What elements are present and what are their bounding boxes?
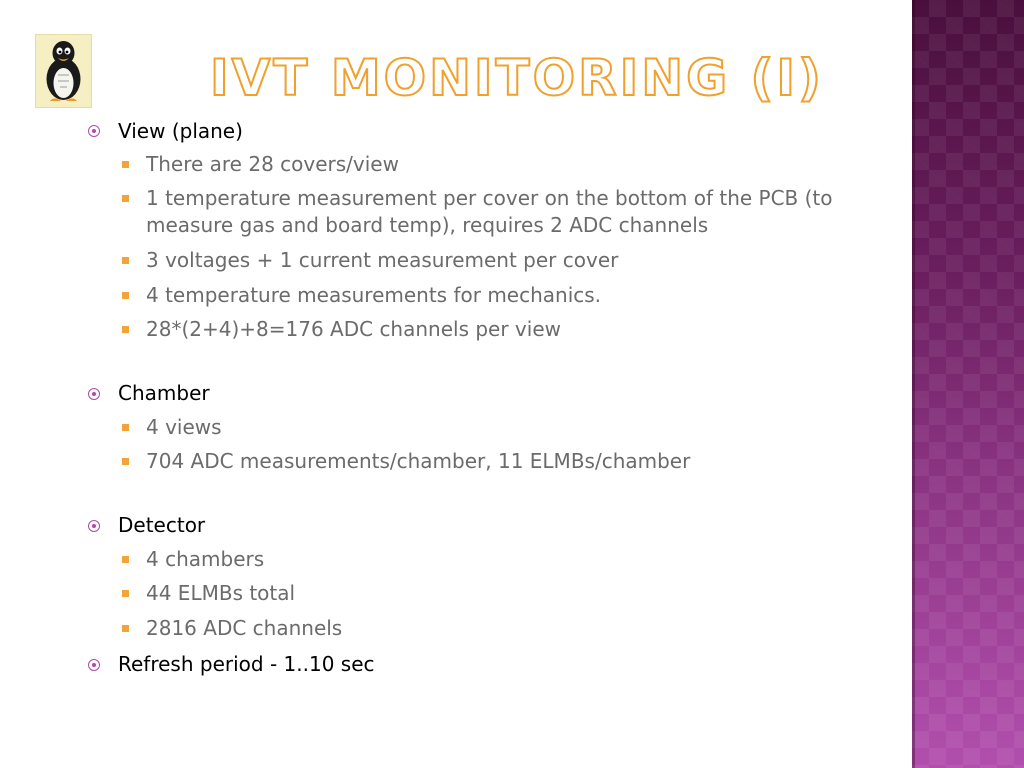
side-band-edge [912,0,915,768]
penguin-logo-icon [35,34,92,108]
list-item: 4 views [146,415,222,439]
diamond-pattern [912,0,1024,768]
list-item: 28*(2+4)+8=176 ADC channels per view [146,317,561,341]
list-item: 704 ADC measurements/chamber, 11 ELMBs/chamber [146,449,691,473]
level2-bullet-icon [122,292,129,299]
level1-bullet-icon [88,659,100,671]
list-item: 3 voltages + 1 current measurement per cover [146,248,619,272]
level1-bullet-icon [88,125,100,137]
section-heading-detector: Detector [118,513,206,537]
level2-bullet-icon [122,424,129,431]
section-heading-refresh: Refresh period - 1..10 sec [118,652,375,676]
list-item: 4 chambers [146,547,265,571]
list-item: 44 ELMBs total [146,581,296,605]
list-item: 1 temperature measurement per cover on the bottom of the PCB (to measure gas and board temp), requires 2 ADC channels [146,186,833,237]
list-item: 2816 ADC channels [146,616,343,640]
level2-bullet-icon [122,556,129,563]
level2-bullet-icon [122,326,129,333]
slide-title: IVT MONITORING (I) [210,49,824,107]
level1-bullet-icon [88,388,100,400]
decorative-side-band [912,0,1024,768]
list-item: 4 temperature measurements for mechanics. [146,283,602,307]
level2-bullet-icon [122,161,129,168]
level2-bullet-icon [122,625,129,632]
section-heading-view: View (plane) [118,119,243,143]
level2-bullet-icon [122,257,129,264]
level2-bullet-icon [122,195,129,202]
section-heading-chamber: Chamber [118,381,210,405]
level2-bullet-icon [122,458,129,465]
level2-bullet-icon [122,590,129,597]
list-item: There are 28 covers/view [146,152,399,176]
level1-bullet-icon [88,520,100,532]
